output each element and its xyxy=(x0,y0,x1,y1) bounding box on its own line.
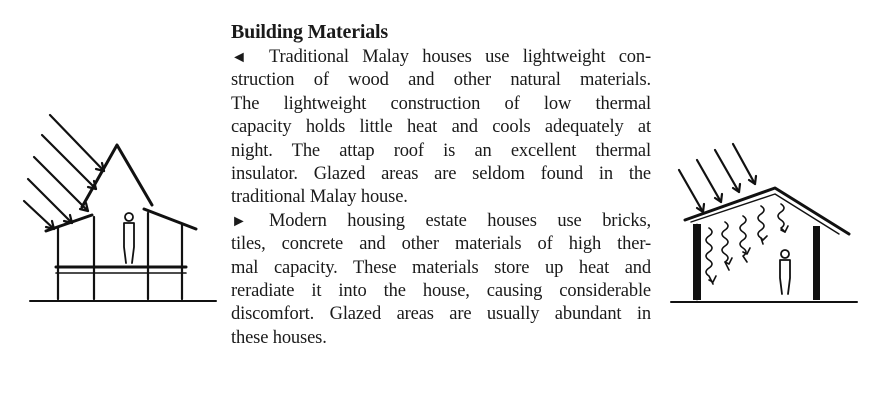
right-arrow-icon: ► xyxy=(231,212,247,230)
sun-ray-arrows xyxy=(24,115,104,229)
building-materials-section xyxy=(231,20,651,350)
left-arrow-icon: ◄ xyxy=(231,49,247,66)
modern-paragraph: ► Modern housing estate houses use bricks, tiles, concrete and other materials of high ther- mal capacity. These materials store up heat and reradiate it into the house, causing considerable discomfort. Glazed areas are usually abundant in these houses. xyxy=(231,210,651,348)
section-heading: Building Materials xyxy=(231,21,388,43)
traditional-house-illustration xyxy=(20,105,220,315)
person-figure xyxy=(124,213,134,263)
heat-radiation-arrows xyxy=(706,204,788,284)
sun-ray-arrows xyxy=(679,144,756,212)
person-figure xyxy=(780,250,790,294)
modern-house-illustration xyxy=(663,142,861,312)
traditional-paragraph: ◄ Traditional Malay houses use lightweight con- struction of wood and other natural materials. The lightweight construction of low thermal capacity holds little heat and cools adequately at night. The attap roof is an excellent thermal insulator. Glazed areas are seldom found in the traditional Malay house. xyxy=(231,47,651,208)
